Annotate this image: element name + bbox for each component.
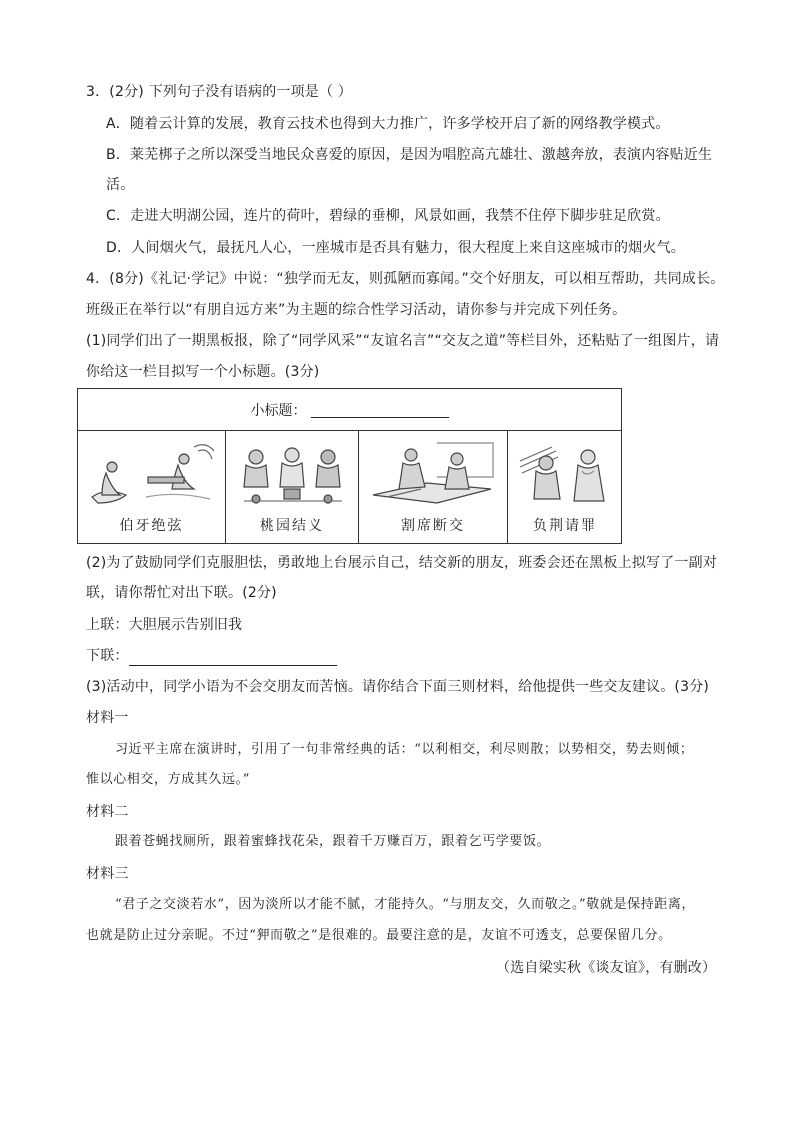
q4-part1-line2: 你给这一栏目拟写一个小标题。(3分) — [86, 364, 320, 380]
q3-option-b-line1: B．莱芜梆子之所以深受当地民众喜爱的原因，是因为唱腔高亢雄壮、激越奔放，表演内容贴近生 — [106, 147, 713, 163]
material-1-line2: 惟以心相交，方成其久远。” — [86, 772, 250, 787]
question-4-stem-line1: 4．(8分)《礼记·学记》中说：“独学而无友，则孤陋而寡闻。”交个好朋友，可以相互帮助，共同成长。 — [86, 271, 725, 287]
question-4-stem-line2: 班级正在举行以“有朋自远方来”为主题的综合性学习活动，请你参与并完成下列任务。 — [86, 302, 627, 318]
material-3-line1: “君子之交淡若水”，因为淡所以才能不腻，才能持久。“与朋友交，久而敬之。”敬就是保持距离， — [115, 897, 696, 912]
question-3-stem: 3．(2分) 下列句子没有语病的一项是（ ） — [86, 84, 353, 100]
q4-part1-line1: (1)同学们出了一期黑板报，除了“同学风采”“友谊名言”“交友之道”等栏目外，还粘贴了一组图片，请 — [86, 333, 720, 349]
picture-caption-3: 割席断交 — [401, 518, 465, 534]
picture-caption-4: 负荆请罪 — [533, 518, 597, 534]
lower-couplet-blank[interactable] — [129, 649, 337, 666]
source-citation: （选自梁实秋《谈友谊》，有删改） — [496, 960, 717, 976]
picture-caption-1: 伯牙绝弦 — [119, 518, 184, 534]
material-1-line1: 习近平主席在演讲时，引用了一句非常经典的话：“以利相交，利尽则散；以势相交，势去则倾； — [115, 742, 694, 757]
q3-option-d: D．人间烟火气，最抚凡人心，一座城市是否具有魅力，很大程度上来自这座城市的烟火气。 — [106, 240, 685, 256]
subtitle-answer-blank[interactable] — [311, 401, 449, 418]
lower-couplet-row — [86, 646, 337, 666]
thorns-apology-illustration-icon — [516, 437, 616, 513]
guqin-scene-illustration-icon — [86, 437, 218, 513]
picture-cell-4 — [508, 431, 622, 543]
subtitle-row — [78, 389, 621, 431]
mat-cutting-illustration-icon — [367, 437, 499, 513]
material-2-line1: 跟着苍蝇找厕所，跟着蜜蜂找花朵，跟着千万赚百万，跟着乞丐学要饭。 — [115, 834, 551, 849]
picture-cell-1 — [78, 431, 226, 543]
lower-couplet-label: 下联： — [86, 648, 129, 664]
picture-table — [77, 388, 622, 544]
q4-part2-line1: (2)为了鼓励同学们克服胆怯，勇敢地上台展示自己，结交新的朋友，班委会还在黑板上拟写了一副对 — [86, 555, 718, 571]
subtitle-label: 小标题： — [250, 402, 307, 419]
q3-option-a: A．随着云计算的发展，教育云技术也得到大力推广，许多学校开启了新的网络教学模式。 — [106, 116, 670, 132]
material-3-line2: 也就是防止过分亲昵。不过“狎而敬之”是很难的。最要注意的是，友谊不可透支，总要保留几分。 — [86, 928, 672, 943]
q3-option-b-line2: 活。 — [106, 177, 135, 193]
picture-cell-3 — [359, 431, 508, 543]
q4-part2-line2: 联，请你帮忙对出下联。(2分) — [86, 585, 277, 601]
material-1-title: 材料一 — [86, 710, 129, 726]
picture-caption-2: 桃园结义 — [260, 518, 324, 534]
oath-scene-illustration-icon — [234, 437, 352, 513]
material-3-title: 材料三 — [86, 866, 129, 882]
q4-part3: (3)活动中，同学小语为不会交朋友而苦恼。请你结合下面三则材料，给他提供一些交友建议。(3分) — [86, 679, 710, 695]
q3-option-c: C．走进大明湖公园，连片的荷叶，碧绿的垂柳，风景如画，我禁不住停下脚步驻足欣赏。 — [106, 208, 670, 224]
material-2-title: 材料二 — [86, 804, 129, 820]
picture-cell-2 — [226, 431, 359, 543]
upper-couplet: 上联：大胆展示告别旧我 — [86, 617, 243, 633]
